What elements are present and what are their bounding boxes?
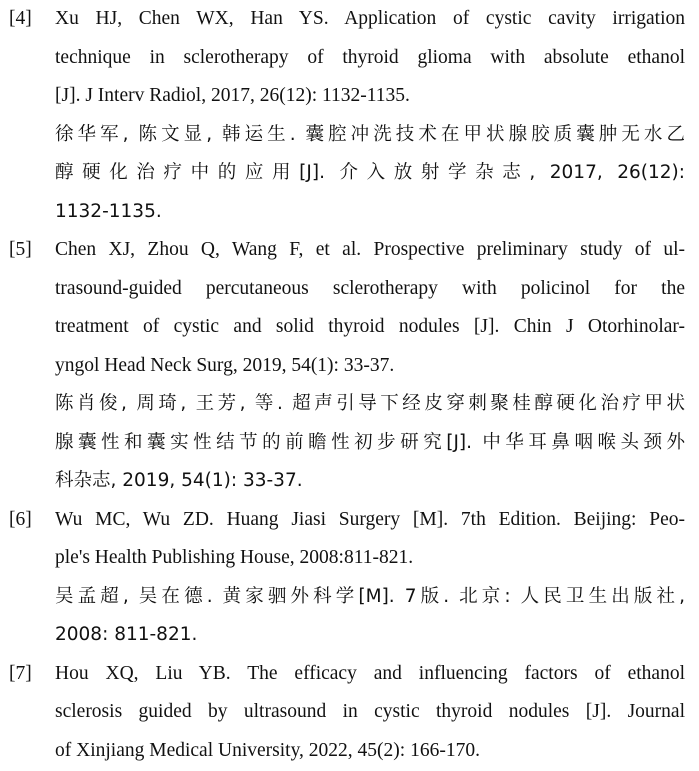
reference-english-line: Hou XQ, Liu YB. The efficacy and influencing factors of ethanol	[55, 662, 685, 684]
reference-entry-5	[0, 231, 685, 501]
reference-entry-6	[0, 501, 685, 655]
reference-number: [5]	[9, 239, 32, 260]
reference-english-line: [J]. J Interv Radiol, 2017, 26(12): 1132-1135.	[55, 85, 410, 106]
reference-number: [4]	[9, 8, 32, 29]
reference-english-line: treatment of cystic and solid thyroid nodules [J]. Chin J Otorhinolar-	[55, 316, 685, 337]
reference-entry-4	[0, 0, 685, 231]
reference-english-line: technique in sclerotherapy of thyroid glioma with absolute ethanol	[55, 46, 685, 68]
reference-english-line: Chen XJ, Zhou Q, Wang F, et al. Prospective preliminary study of ul-	[55, 239, 685, 260]
reference-chinese-line: 腺囊性和囊实性结节的前瞻性初步研究[J]. 中华耳鼻咽喉头颈外	[55, 431, 685, 453]
reference-english-line: ple's Health Publishing House, 2008:811-821.	[55, 547, 414, 568]
reference-chinese-line: 2008: 811-821.	[55, 624, 198, 645]
reference-chinese-line: 陈肖俊, 周琦, 王芳, 等. 超声引导下经皮穿刺聚桂醇硬化治疗甲状	[55, 393, 685, 414]
reference-chinese-line: 醇硬化治疗中的应用[J]. 介入放射学杂志, 2017, 26(12):	[55, 162, 685, 183]
reference-chinese-line: 吴孟超, 吴在德. 黄家驷外科学[M]. 7版. 北京: 人民卫生出版社,	[55, 585, 685, 607]
reference-english-line: trasound-guided percutaneous sclerotherapy with policinol for the	[55, 277, 685, 299]
reference-entry-7	[0, 655, 685, 771]
reference-number: [6]	[9, 508, 32, 530]
reference-english-line: of Xinjiang Medical University, 2022, 45(2): 166-170.	[55, 739, 480, 761]
reference-number: [7]	[9, 662, 32, 684]
reference-chinese-line: 1132-1135.	[55, 200, 162, 222]
reference-english-line: sclerosis guided by ultrasound in cystic thyroid nodules [J]. Journal	[55, 701, 685, 722]
reference-english-line: Wu MC, Wu ZD. Huang Jiasi Surgery [M]. 7th Edition. Beijing: Peo-	[55, 508, 685, 530]
reference-english-line: yngol Head Neck Surg, 2019, 54(1): 33-37.	[55, 354, 395, 376]
reference-english-line: Xu HJ, Chen WX, Han YS. Application of cystic cavity irrigation	[55, 8, 685, 29]
reference-chinese-line: 徐华军, 陈文显, 韩运生. 囊腔冲洗技术在甲状腺胶质囊肿无水乙	[55, 123, 685, 145]
reference-chinese-line: 科杂志, 2019, 54(1): 33-37.	[55, 470, 303, 491]
